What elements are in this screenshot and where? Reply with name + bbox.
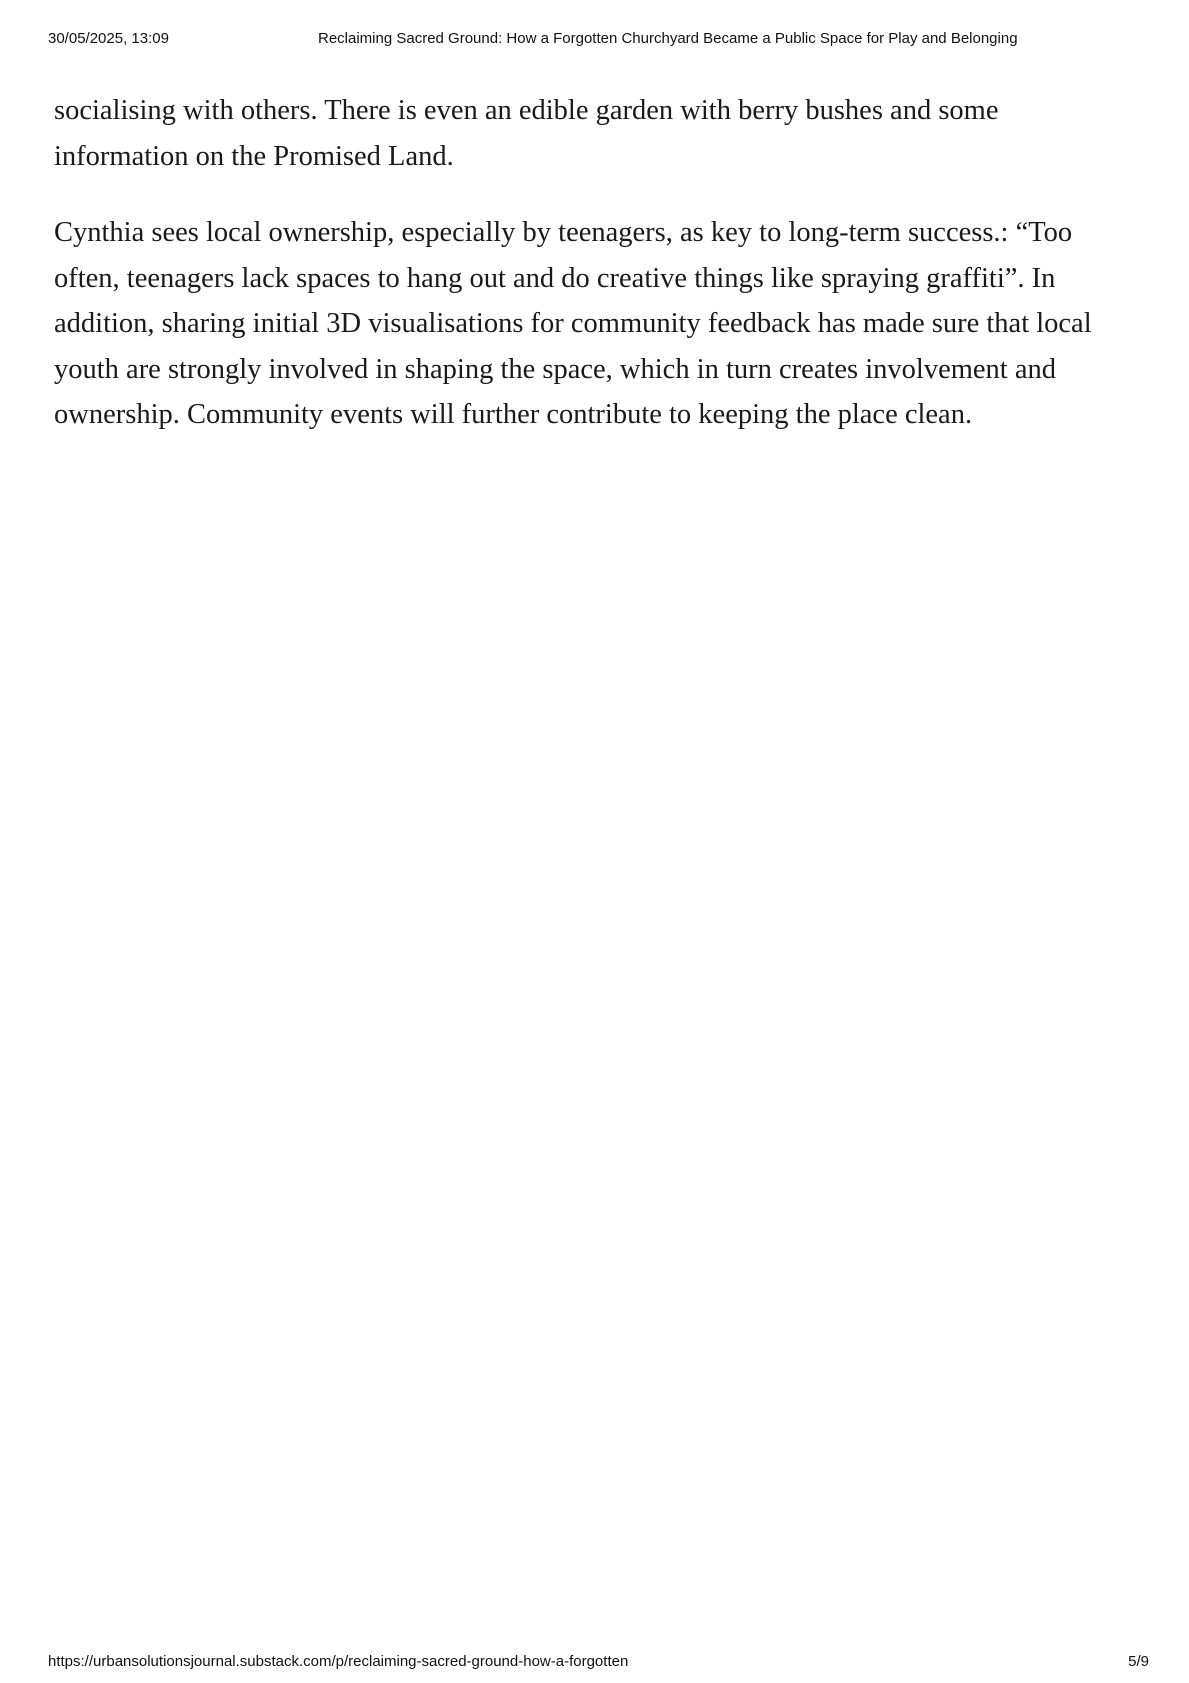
print-page-title: Reclaiming Sacred Ground: How a Forgotten Churchyard Became a Public Space for Play and Belonging xyxy=(318,30,1018,47)
article-paragraph: socialising with others. There is even an edible garden with berry bushes and some information on the Promised Land. xyxy=(54,95,999,172)
page-number: 5/9 xyxy=(1128,1653,1149,1670)
print-url: https://urbansolutionsjournal.substack.com/p/reclaiming-sacred-ground-how-a-forgotten xyxy=(48,1653,629,1670)
article-paragraph: Cynthia sees local ownership, especially by teenagers, as key to long-term success.: “Too often, teenagers lack spaces to hang out and do creative things like spraying graffiti”. In addition, sharing initial 3D visualisations for community feedback has made sure that local youth are strongly involved in shaping the space, which in turn creates involvement and ownership. Community events will further contribute to keeping the place clean. xyxy=(54,217,1092,430)
print-header xyxy=(48,30,1149,52)
print-datetime: 30/05/2025, 13:09 xyxy=(48,30,169,47)
article-body xyxy=(54,88,1134,469)
print-footer xyxy=(48,1653,1149,1673)
